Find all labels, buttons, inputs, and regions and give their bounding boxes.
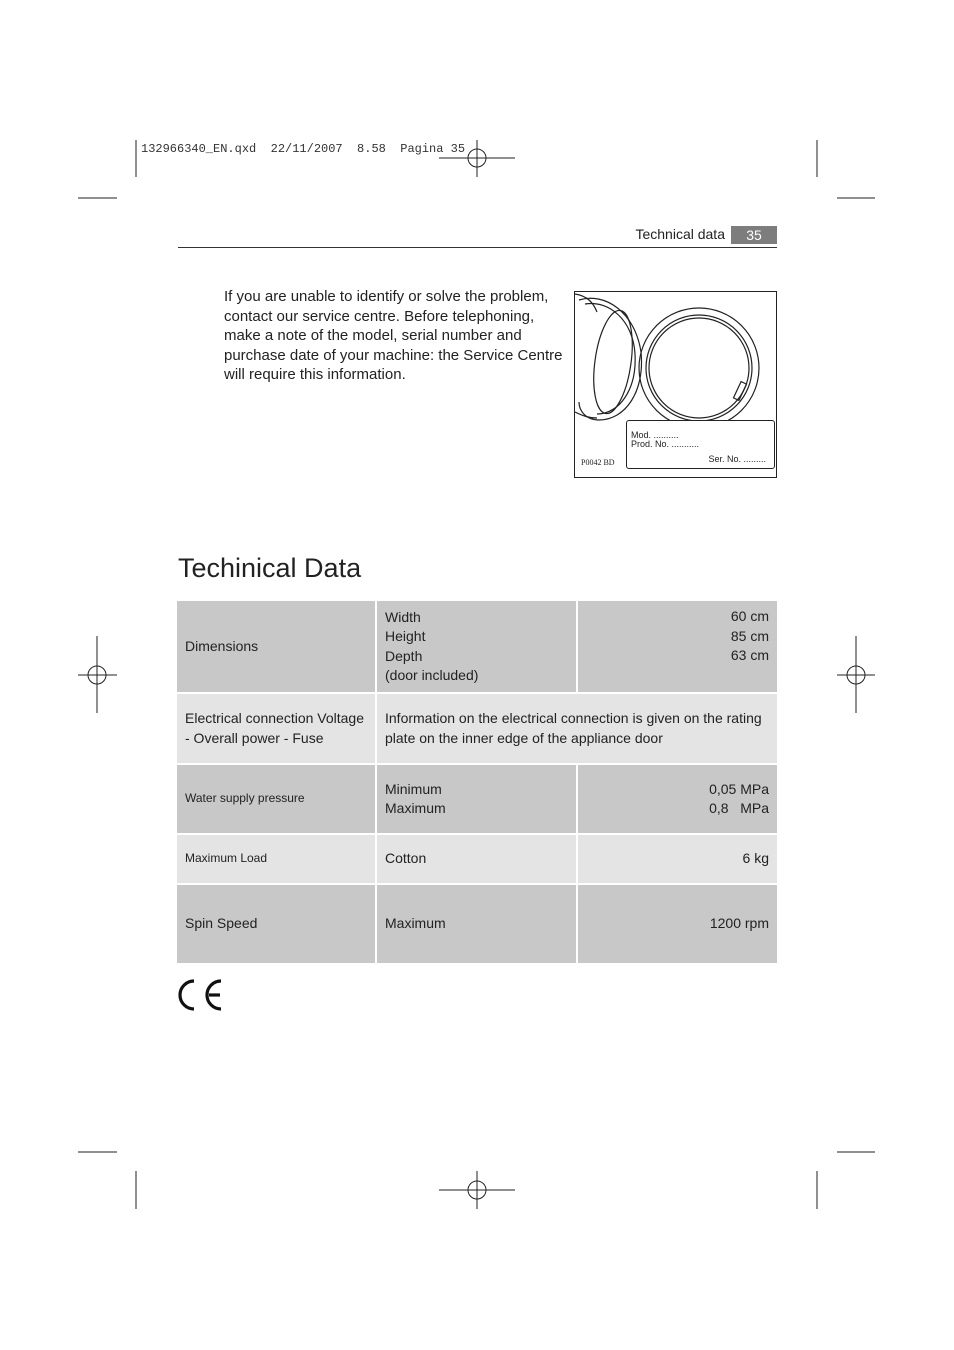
dimension-width-value: 60 cm [730,608,769,624]
table-row [177,885,777,963]
running-head [178,225,777,248]
dimensions-items [377,601,576,692]
plate-serial-number: Ser. No. ......... [708,454,766,464]
dimension-depth-value: 63 cm [730,647,769,663]
load-value: 6 kg [578,835,777,883]
plate-product-number: Prod. No. ........... [631,439,700,449]
dimensions-values [578,601,777,692]
dimension-height-value: 85 cm [730,627,769,644]
dimension-height-label: Height [385,628,426,644]
water-maximum-value: 0,8 MPa [709,800,769,816]
ce-mark-icon [177,978,227,1014]
technical-data-table [177,601,777,965]
intro-paragraph: If you are unable to identify or solve the problem, contact our service centre. Before telephoning, make a note of the model, serial number and purchase date of your machine: the Service Centre will require this information. [224,288,563,383]
maximum-load-label: Maximum Load [177,835,375,883]
plate-model: Mod. .......... [631,430,679,440]
water-pressure-values [578,765,777,833]
page-number: 35 [731,226,777,244]
table-row [177,835,777,883]
dimension-door-note: (door included) [385,667,479,683]
spin-item: Maximum [377,885,576,963]
registration-mark-bottom [439,1171,515,1209]
table-row [177,694,777,763]
spin-value: 1200 rpm [578,885,777,963]
electrical-label: Electrical connection Voltage - Overall power - Fuse [177,694,375,763]
water-pressure-label: Water supply pressure [177,765,375,833]
registration-mark-right [837,636,875,713]
water-minimum-label: Minimum [385,780,442,797]
section-label: Technical data [635,226,725,242]
water-minimum-value: 0,05 MPa [709,780,769,797]
spin-speed-label: Spin Speed [177,885,375,963]
dimensions-label: Dimensions [177,601,375,692]
page-title: Techinical Data [178,553,362,583]
table-row [177,765,777,833]
water-maximum-label: Maximum [385,800,446,816]
registration-mark-left [78,636,117,713]
electrical-info: Information on the electrical connection is given on the rating plate on the inner edge of the appliance door [377,694,777,763]
washing-machine-illustration [574,291,777,478]
registration-mark-top [439,140,515,177]
load-item: Cotton [377,835,576,883]
dimension-depth-label: Depth [385,647,423,664]
water-pressure-items [377,765,576,833]
figure-code: P0042 BD [581,458,615,467]
rating-plate [626,420,775,469]
dimension-width-label: Width [385,608,421,625]
print-slug: 132966340_EN.qxd 22/11/2007 8.58 Pagina 35 [141,142,466,156]
table-row [177,601,777,692]
